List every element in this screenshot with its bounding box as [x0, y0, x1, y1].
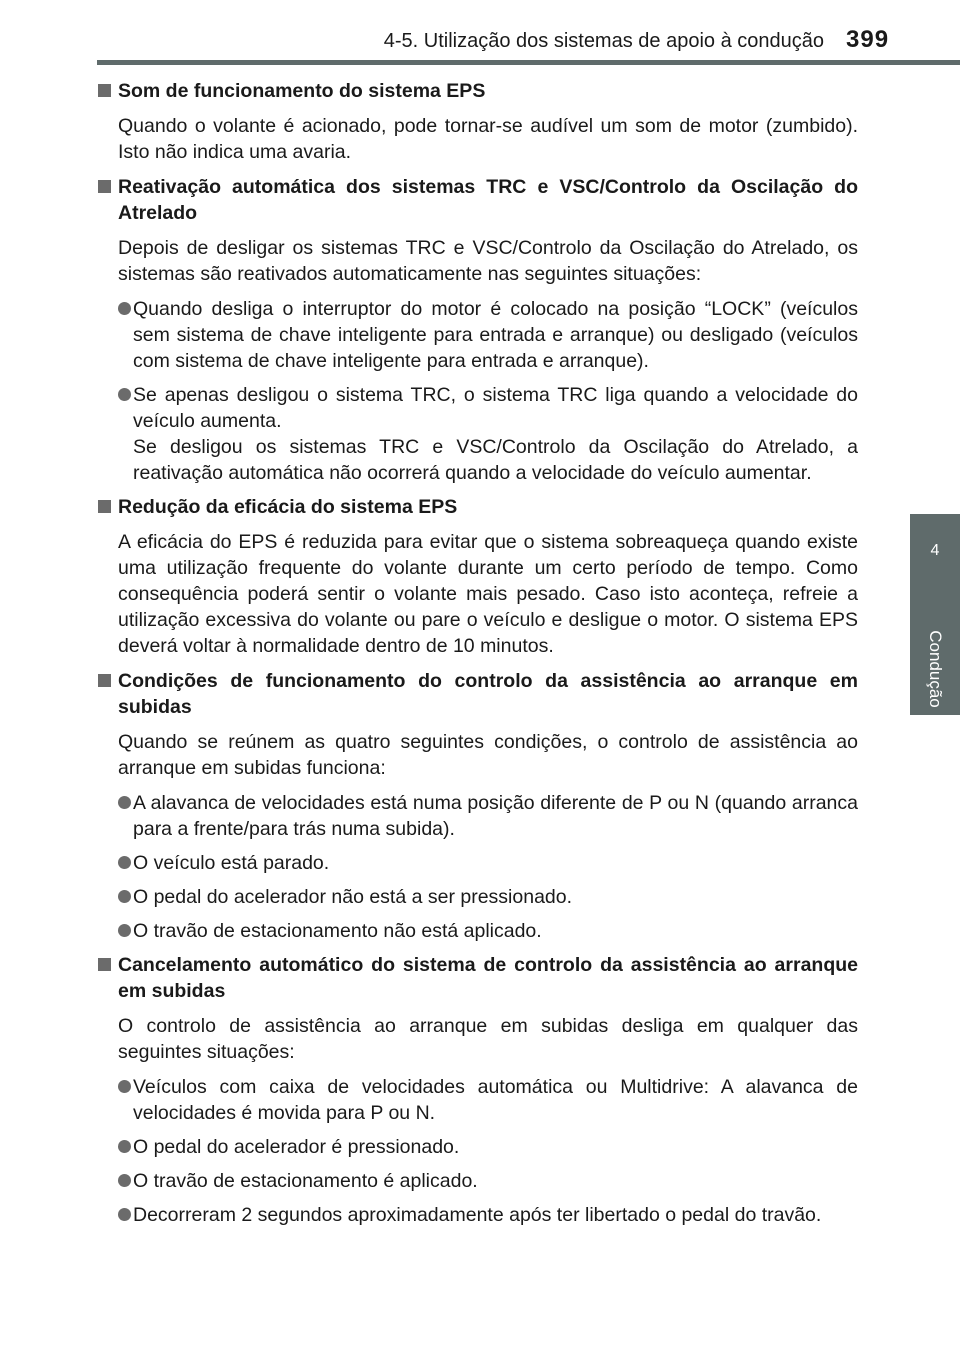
section-body: Quando o volante é acionado, pode tornar-se audível um som de motor (zumbido). Isto não indica uma avaria. — [118, 115, 858, 163]
round-bullet-icon — [118, 924, 131, 937]
round-bullet-icon — [118, 1140, 131, 1153]
list-item: Quando desliga o interruptor do motor é colocado na posição “LOCK” (veículos sem sistema de chave inteligente para entrada e arranque) ou desligado (veículos com sistema de chave inteligente para entrada e arranque). — [97, 296, 858, 374]
page-number: 399 — [846, 26, 890, 53]
round-bullet-icon — [118, 1080, 131, 1093]
chapter-title: 4-5. Utilização dos sistemas de apoio à condução — [383, 30, 824, 52]
section-eps-efficiency — [97, 494, 858, 659]
square-bullet-icon — [98, 674, 111, 687]
list-item: Decorreram 2 segundos aproximadamente após ter libertado o pedal do travão. — [97, 1202, 858, 1228]
section-heading: Som de funcionamento do sistema EPS — [97, 78, 858, 104]
section-body: Quando se reúnem as quatro seguintes condições, o controlo de assistência ao arranque em subidas funciona: — [118, 731, 858, 779]
square-bullet-icon — [98, 958, 111, 971]
round-bullet-icon — [118, 856, 131, 869]
round-bullet-icon — [118, 796, 131, 809]
list-item: A alavanca de velocidades está numa posição diferente de P ou N (quando arranca para a frente/para trás numa subida). — [97, 790, 858, 842]
page-header — [97, 0, 960, 67]
chapter-label: Condução — [926, 630, 945, 708]
square-bullet-icon — [98, 84, 111, 97]
section-body: Depois de desligar os sistemas TRC e VSC/Controlo da Oscilação do Atrelado, os sistemas são reativados automaticamente nas seguintes situações: — [118, 237, 858, 285]
round-bullet-icon — [118, 1208, 131, 1221]
round-bullet-icon — [118, 1174, 131, 1187]
section-trc-vsc-reactivation — [97, 174, 858, 486]
chapter-side-tab — [910, 514, 960, 715]
section-hill-start-cancellation — [97, 952, 858, 1228]
chapter-number: 4 — [930, 542, 940, 559]
section-heading: Reativação automática dos sistemas TRC e VSC/Controlo da Oscilação do Atrelado — [97, 174, 858, 226]
square-bullet-icon — [98, 500, 111, 513]
section-hill-start-conditions — [97, 668, 858, 944]
round-bullet-icon — [118, 302, 131, 315]
section-heading: Cancelamento automático do sistema de controlo da assistência ao arranque em subidas — [97, 952, 858, 1004]
list-item: O travão de estacionamento é aplicado. — [97, 1168, 858, 1194]
list-item: O pedal do acelerador é pressionado. — [97, 1134, 858, 1160]
header-divider — [97, 60, 960, 65]
square-bullet-icon — [98, 180, 111, 193]
section-heading: Redução da eficácia do sistema EPS — [97, 494, 858, 520]
round-bullet-icon — [118, 388, 131, 401]
list-item: Veículos com caixa de velocidades automática ou Multidrive: A alavanca de velocidades é movida para P ou N. — [97, 1074, 858, 1126]
list-item: O travão de estacionamento não está aplicado. — [97, 918, 858, 944]
page-content — [97, 78, 858, 1236]
section-body: O controlo de assistência ao arranque em subidas desliga em qualquer das seguintes situações: — [118, 1015, 858, 1063]
list-item: O veículo está parado. — [97, 850, 858, 876]
list-item: Se apenas desligou o sistema TRC, o sistema TRC liga quando a velocidade do veículo aumenta. Se desligou os sistemas TRC e VSC/Controlo da Oscilação do Atrelado, a reativação automática não ocorrerá quando a velocidade do veículo aumentar. — [97, 382, 858, 486]
list-item: O pedal do acelerador não está a ser pressionado. — [97, 884, 858, 910]
section-heading: Condições de funcionamento do controlo da assistência ao arranque em subidas — [97, 668, 858, 720]
section-body: A eficácia do EPS é reduzida para evitar que o sistema sobreaqueça quando existe uma utilização frequente do volante durante um certo período de tempo. Como consequência poderá sentir o volante mais pesado. Caso isto aconteça, refreie a utilização excessiva do volante ou pare o veículo e desligue o motor. O sistema EPS deverá voltar à normalidade dentro de 10 minutos. — [118, 531, 858, 657]
section-eps-sound — [97, 78, 858, 165]
round-bullet-icon — [118, 890, 131, 903]
